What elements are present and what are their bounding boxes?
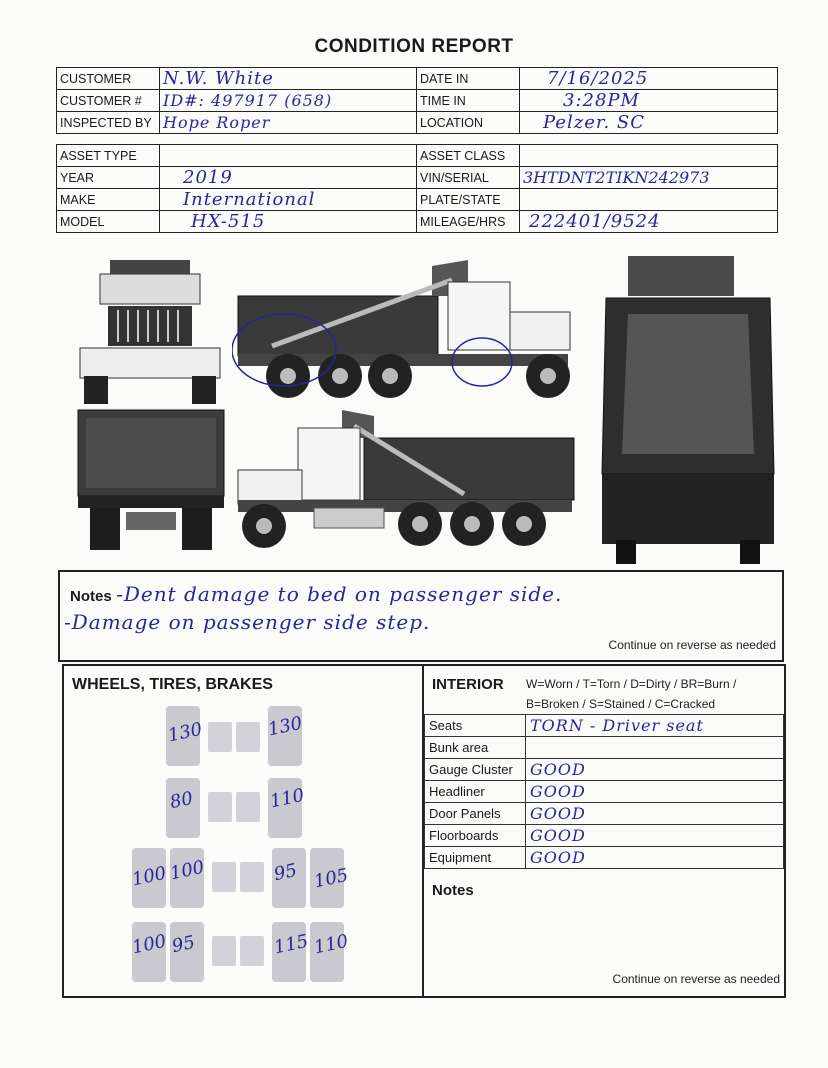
tire-reading: 110 bbox=[268, 784, 307, 813]
interior-row-value[interactable]: TORN - Driver seat bbox=[526, 715, 784, 737]
date-in-label: DATE IN bbox=[417, 68, 520, 90]
axle-hub bbox=[212, 936, 236, 966]
interior-row-floorboards[interactable] bbox=[425, 825, 784, 847]
interior-row-value[interactable]: GOOD bbox=[526, 803, 784, 825]
tire-reading: 105 bbox=[312, 864, 351, 893]
interior-row-value[interactable] bbox=[526, 737, 784, 759]
asset-type-value[interactable] bbox=[160, 145, 417, 167]
interior-row-label: Door Panels bbox=[425, 803, 526, 825]
model-value[interactable]: HX-515 bbox=[160, 211, 417, 233]
notes-line-2: -Damage on passenger side step. bbox=[64, 610, 431, 634]
interior-table bbox=[424, 714, 784, 869]
interior-title: INTERIOR bbox=[432, 676, 504, 693]
interior-legend: W=Worn / T=Torn / D=Dirty / BR=Burn / B=Broken / S=Stained / C=Cracked bbox=[526, 677, 737, 711]
inspected-by-value[interactable]: Hope Roper bbox=[160, 112, 417, 134]
customer-label: CUSTOMER bbox=[57, 68, 160, 90]
vin-value[interactable]: 3HTDNT2TIKN242973 bbox=[520, 167, 778, 189]
truck-rear-view bbox=[76, 408, 226, 552]
interior-row-value[interactable]: GOOD bbox=[526, 759, 784, 781]
year-label: YEAR bbox=[57, 167, 160, 189]
customer-info-table bbox=[56, 67, 778, 134]
axle-hub bbox=[208, 792, 232, 822]
customer-number-value[interactable]: ID#: 497917 (658) bbox=[160, 90, 417, 112]
notes-continue-text: Continue on reverse as needed bbox=[608, 638, 776, 652]
plate-state-label: PLATE/STATE bbox=[417, 189, 520, 211]
notes-label: Notes bbox=[70, 588, 112, 605]
asset-type-label: ASSET TYPE bbox=[57, 145, 160, 167]
tire-reading: 80 bbox=[168, 787, 195, 814]
date-in-value[interactable]: 7/16/2025 bbox=[520, 68, 778, 90]
location-label: LOCATION bbox=[417, 112, 520, 134]
plate-state-value[interactable] bbox=[520, 189, 778, 211]
asset-class-value[interactable] bbox=[520, 145, 778, 167]
axle-hub bbox=[236, 722, 260, 752]
truck-driver-side-view bbox=[232, 256, 577, 404]
tire-reading: 115 bbox=[272, 930, 311, 959]
interior-continue-text: Continue on reverse as needed bbox=[612, 972, 780, 986]
axle-hub bbox=[240, 936, 264, 966]
asset-class-label: ASSET CLASS bbox=[417, 145, 520, 167]
vin-label: VIN/SERIAL bbox=[417, 167, 520, 189]
tire-reading: 110 bbox=[312, 930, 351, 959]
axle-hub bbox=[236, 792, 260, 822]
inspected-by-label: INSPECTED BY bbox=[57, 112, 160, 134]
axle-hub bbox=[212, 862, 236, 892]
tire-reading: 100 bbox=[130, 930, 169, 959]
year-value[interactable]: 2019 bbox=[160, 167, 417, 189]
interior-row-label: Floorboards bbox=[425, 825, 526, 847]
truck-top-view bbox=[598, 254, 778, 566]
axle-hub bbox=[208, 722, 232, 752]
truck-front-view bbox=[78, 258, 223, 406]
notes-section[interactable] bbox=[58, 570, 784, 662]
tire-reading: 100 bbox=[130, 862, 169, 891]
interior-row-label: Headliner bbox=[425, 781, 526, 803]
mileage-value[interactable]: 222401/9524 bbox=[520, 211, 778, 233]
customer-number-label: CUSTOMER # bbox=[57, 90, 160, 112]
interior-row-value[interactable]: GOOD bbox=[526, 825, 784, 847]
interior-row-value[interactable]: GOOD bbox=[526, 847, 784, 869]
interior-row-equipment[interactable] bbox=[425, 847, 784, 869]
interior-row-label: Bunk area bbox=[425, 737, 526, 759]
tire-reading: 130 bbox=[166, 718, 205, 747]
interior-row-seats[interactable] bbox=[425, 715, 784, 737]
mileage-label: MILEAGE/HRS bbox=[417, 211, 520, 233]
axle-hub bbox=[240, 862, 264, 892]
interior-row-bunk[interactable] bbox=[425, 737, 784, 759]
interior-row-door-panels[interactable] bbox=[425, 803, 784, 825]
interior-row-label: Equipment bbox=[425, 847, 526, 869]
time-in-label: TIME IN bbox=[417, 90, 520, 112]
page-title: CONDITION REPORT bbox=[314, 36, 514, 57]
tire-reading: 100 bbox=[168, 856, 207, 885]
interior-row-label: Seats bbox=[425, 715, 526, 737]
wheels-title: WHEELS, TIRES, BRAKES bbox=[72, 676, 273, 693]
interior-row-headliner[interactable] bbox=[425, 781, 784, 803]
interior-row-gauge[interactable] bbox=[425, 759, 784, 781]
location-value[interactable]: Pelzer. SC bbox=[520, 112, 778, 134]
time-in-value[interactable]: 3:28PM bbox=[520, 90, 778, 112]
make-value[interactable]: International bbox=[160, 189, 417, 211]
tire-reading: 95 bbox=[272, 859, 299, 886]
asset-info-table bbox=[56, 144, 778, 233]
model-label: MODEL bbox=[57, 211, 160, 233]
interior-notes-label: Notes bbox=[432, 882, 474, 899]
interior-row-label: Gauge Cluster bbox=[425, 759, 526, 781]
customer-value[interactable]: N.W. White bbox=[160, 68, 417, 90]
tire-reading: 130 bbox=[266, 712, 305, 741]
notes-line-1: -Dent damage to bed on passenger side. bbox=[116, 582, 563, 606]
truck-passenger-side-view bbox=[234, 406, 579, 554]
make-label: MAKE bbox=[57, 189, 160, 211]
tire-reading: 95 bbox=[170, 931, 197, 958]
interior-row-value[interactable]: GOOD bbox=[526, 781, 784, 803]
